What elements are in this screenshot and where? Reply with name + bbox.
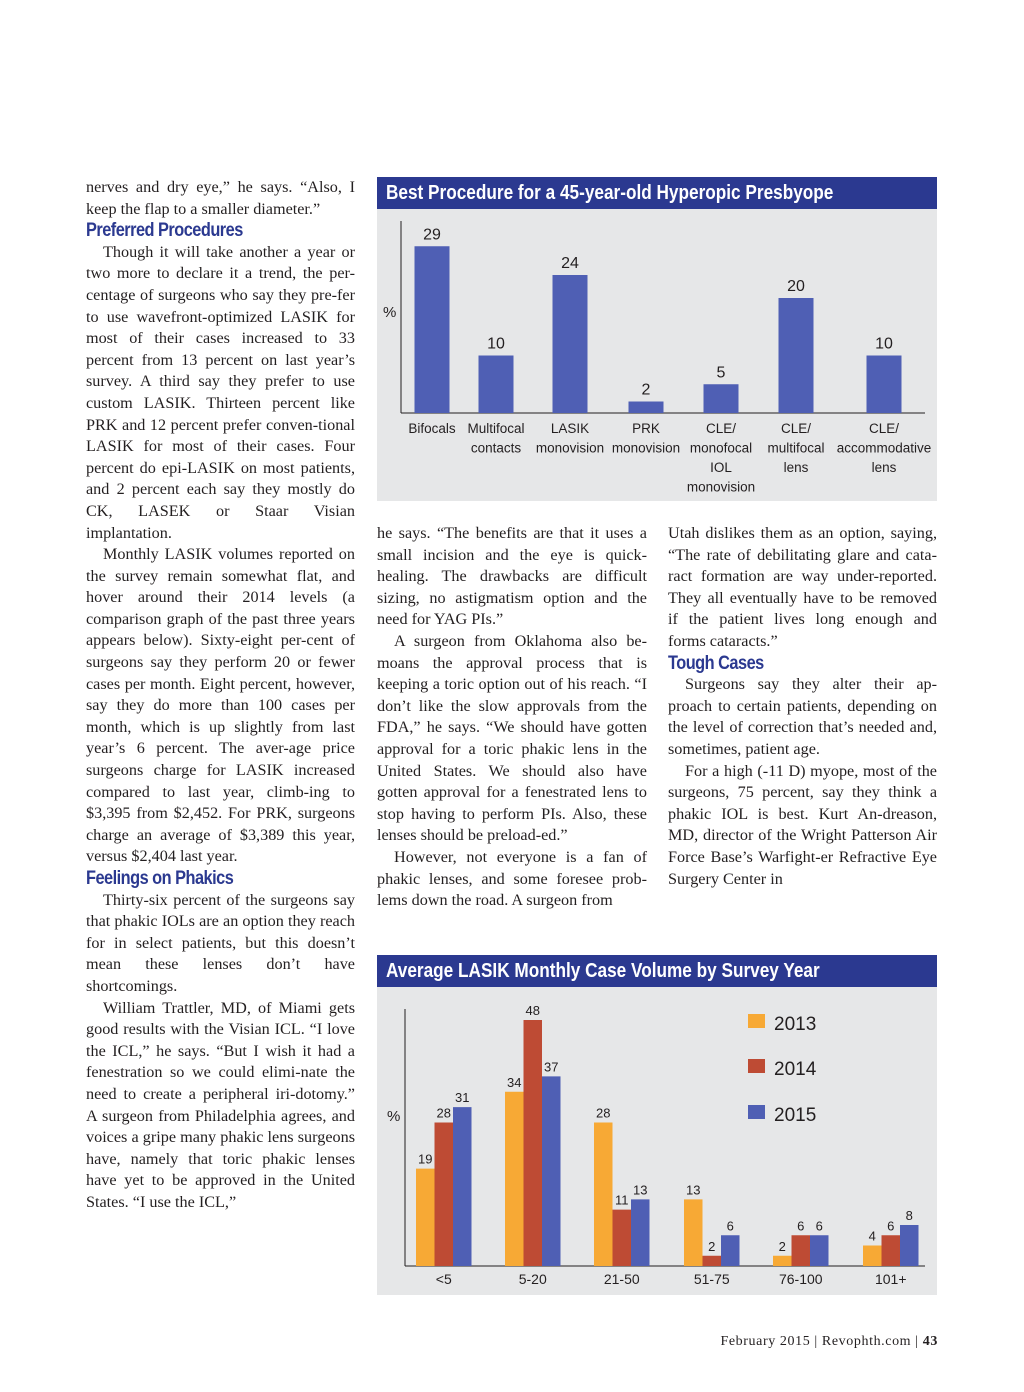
- data-label: 28: [596, 1105, 611, 1121]
- data-label: 24: [561, 255, 579, 272]
- data-label: 10: [487, 335, 505, 353]
- legend-label: 2013: [774, 1014, 817, 1035]
- category-label: accommodative: [836, 440, 932, 456]
- category-label: CLE/: [868, 421, 900, 436]
- paragraph: Monthly LASIK volumes reported on the survey remain somewhat flat, and hover around their 2014 levels (a comparison graph of the past three years appears below). Sixty-eight per-cent of surgeons say they perform 20 or fewer cases per month. Eight percent, however, say they do more than 100 cases per month, which is up slightly from last year’s 6 percent. The aver-age price surgeons charge for LASIK increased compared to last year, climb-ing to $3,395 from $2,452. For PRK, surgeons charge an average of $3,389 this year, versus $2,404 last year.: [86, 545, 355, 866]
- chart-title: [377, 955, 937, 987]
- bar-2013: [773, 1256, 792, 1266]
- bar-2014: [524, 1020, 543, 1266]
- category-label: monovision: [611, 440, 681, 456]
- category-label: contacts: [470, 440, 522, 456]
- category-label: 51-75: [693, 1271, 730, 1287]
- legend-swatch-2014: [748, 1059, 765, 1073]
- bar-2015: [810, 1235, 829, 1266]
- data-label: 2: [708, 1238, 716, 1254]
- bar-2014: [613, 1210, 632, 1266]
- bar-2013: [863, 1246, 882, 1267]
- bar-2013: [594, 1123, 613, 1267]
- legend-label: 2014: [774, 1059, 817, 1080]
- data-label: 6: [726, 1218, 734, 1234]
- bar-2015: [631, 1199, 650, 1266]
- data-label: 19: [418, 1151, 433, 1167]
- legend-swatch-2013: [748, 1014, 765, 1028]
- section-heading-preferred-procedures: Preferred Procedures: [86, 220, 243, 242]
- data-label: 2: [778, 1238, 786, 1254]
- category-label: 21-50: [603, 1271, 640, 1287]
- data-label: 13: [686, 1182, 701, 1198]
- paragraph: However, not everyone is a fan of phakic lenses, and some foresee prob-lems down the road. A surgeon from: [377, 847, 647, 910]
- chart-title-text: Average LASIK Monthly Case Volume by Survey Year: [386, 960, 820, 982]
- bar-2015: [900, 1225, 919, 1266]
- category-label: lens: [871, 460, 897, 475]
- bar-2014: [703, 1256, 722, 1266]
- bar-2013: [505, 1092, 524, 1266]
- category-label: PRK: [632, 421, 660, 436]
- section-heading-feelings-on-phakics: Feelings on Phakics: [86, 868, 234, 889]
- data-label: 48: [525, 1003, 540, 1018]
- data-label: 4: [868, 1228, 876, 1244]
- data-label: 6: [815, 1218, 823, 1234]
- legend-swatch-2015: [748, 1105, 765, 1119]
- category-label: lens: [783, 460, 809, 475]
- category-label: Bifocals: [408, 421, 456, 436]
- chart-plot-area: [377, 209, 937, 501]
- footer-text: February 2015 | Revophth.com |: [720, 1334, 919, 1349]
- bar: [553, 275, 588, 413]
- category-label: IOL: [710, 460, 732, 475]
- bar: [867, 356, 902, 414]
- bar-2014: [792, 1235, 811, 1266]
- bar-2015: [542, 1076, 561, 1266]
- bar: [704, 384, 739, 413]
- paragraph: Surgeons say they alter their ap-proach to certain patients, depending on the level of correction that’s needed and, sometimes, patient age.: [668, 675, 937, 758]
- category-label: monovision: [686, 479, 756, 495]
- data-label: 28: [436, 1105, 451, 1121]
- data-label: 2: [641, 381, 651, 399]
- bar-2013: [416, 1169, 435, 1266]
- paragraph: For a high (-11 D) myope, most of the surgeons, 75 percent, say they think a phakic IOL is best. Kurt An-dreason, MD, director of the Wright Patterson Air Force Base’s Warfight-er Refractive Eye Surgery Center in: [668, 761, 937, 888]
- bar: [779, 298, 814, 413]
- text-column-2: [377, 523, 647, 912]
- bar-2015: [721, 1235, 740, 1266]
- category-label: CLE/: [780, 421, 812, 436]
- paragraph: Though it will take another a year or two more to declare it a trend, the per-centage of surgeons who say they pre-fer to use wavefront-optimized LASIK for most of their cases increased to 33 percent from 13 percent on last year’s survey. A third say they prefer to use custom LASIK. Thirteen percent like PRK and 12 percent prefer conven-tional LASIK for most of their cases. Four percent do epi-LASIK on most patients, and 2 percent each say they mostly do CK, LASEK or Staar Visian implantation.: [86, 242, 355, 542]
- bar: [629, 402, 664, 414]
- page-footer: [720, 1334, 938, 1350]
- paragraph: Thirty-six percent of the surgeons say that phakic IOLs are an option they reach for in select patients, but this doesn’t mean these lenses don’t have shortcomings.: [86, 890, 355, 995]
- bar-2014: [882, 1235, 901, 1266]
- bar-2013: [684, 1199, 703, 1266]
- data-label: 10: [875, 335, 893, 353]
- category-label: <5: [435, 1271, 452, 1287]
- data-label: 34: [507, 1074, 522, 1090]
- category-label: monofocal: [689, 440, 753, 456]
- category-label: multifocal: [767, 440, 825, 456]
- data-label: 13: [633, 1182, 648, 1198]
- chart-lasik-case-volume: [377, 955, 937, 1295]
- data-label: 31: [455, 1090, 470, 1106]
- data-label: 6: [887, 1218, 895, 1234]
- chart-plot-area: [377, 987, 937, 1295]
- data-label: 6: [797, 1218, 805, 1234]
- category-label: monovision: [535, 440, 605, 456]
- chart-title: [377, 177, 937, 209]
- text-column-3: [668, 523, 937, 890]
- data-label: 20: [787, 278, 805, 295]
- data-label: 29: [423, 226, 441, 244]
- category-label: LASIK: [550, 421, 590, 436]
- paragraph: A surgeon from Oklahoma also be-moans the approval process that is keeping a toric option out of his reach. “I don’t like the slow approvals from the FDA,” he says. “We should have gotten approval for a toric phakic lens in the United States. We should also have gotten approval for a fenestrated lens to stop having to perform PIs. Also, these lenses should be preload-ed.”: [377, 631, 647, 845]
- paragraph: William Trattler, MD, of Miami gets good results with the Visian ICL. “I love the ICL,” he says. “But I wish it had a fenestration so we could elimi-nate the need to create a peripheral iri-dotomy.” A surgeon from Philadelphia agrees, and voices a gripe many phakic lens surgeons have, namely that toric phakic lenses have yet to be approved in the United States. “I use the ICL,”: [86, 998, 355, 1211]
- category-label: CLE/: [705, 421, 737, 436]
- paragraph: nerves and dry eye,” he says. “Also, I keep the flap to a smaller diameter.”: [86, 178, 355, 218]
- bar-2015: [453, 1107, 472, 1266]
- page-number: 43: [922, 1334, 938, 1349]
- category-label: 5-20: [518, 1271, 547, 1287]
- section-heading-tough-cases: Tough Cases: [668, 652, 764, 674]
- text-column-1: [86, 177, 355, 1214]
- data-label: 5: [716, 364, 726, 382]
- paragraph: he says. “The benefits are that it uses a small incision and the eye is quick-healing. The drawbacks are difficult sizing, no astigmatism option and the need for YAG PIs.”: [377, 524, 647, 629]
- category-label: 101+: [874, 1271, 907, 1287]
- data-label: 8: [905, 1208, 913, 1223]
- y-axis-label: %: [387, 1108, 401, 1125]
- bar-2014: [435, 1123, 454, 1267]
- category-label: 76-100: [778, 1271, 823, 1287]
- bar: [479, 356, 514, 414]
- data-label: 11: [615, 1192, 629, 1208]
- chart-title-text: Best Procedure for a 45-year-old Hyperopic Presbyope: [386, 182, 834, 204]
- chart-best-procedure: [377, 177, 937, 501]
- data-label: 37: [544, 1059, 559, 1075]
- category-label: Multifocal: [467, 421, 525, 436]
- legend-label: 2015: [774, 1105, 817, 1126]
- paragraph: Utah dislikes them as an option, saying, “The rate of debilitating glare and cata-ract formation are way under-reported. They all eventually have to be removed if the patient lives long enough and forms cataracts.”: [668, 524, 937, 650]
- bar: [415, 246, 450, 413]
- y-axis-label: %: [383, 304, 397, 321]
